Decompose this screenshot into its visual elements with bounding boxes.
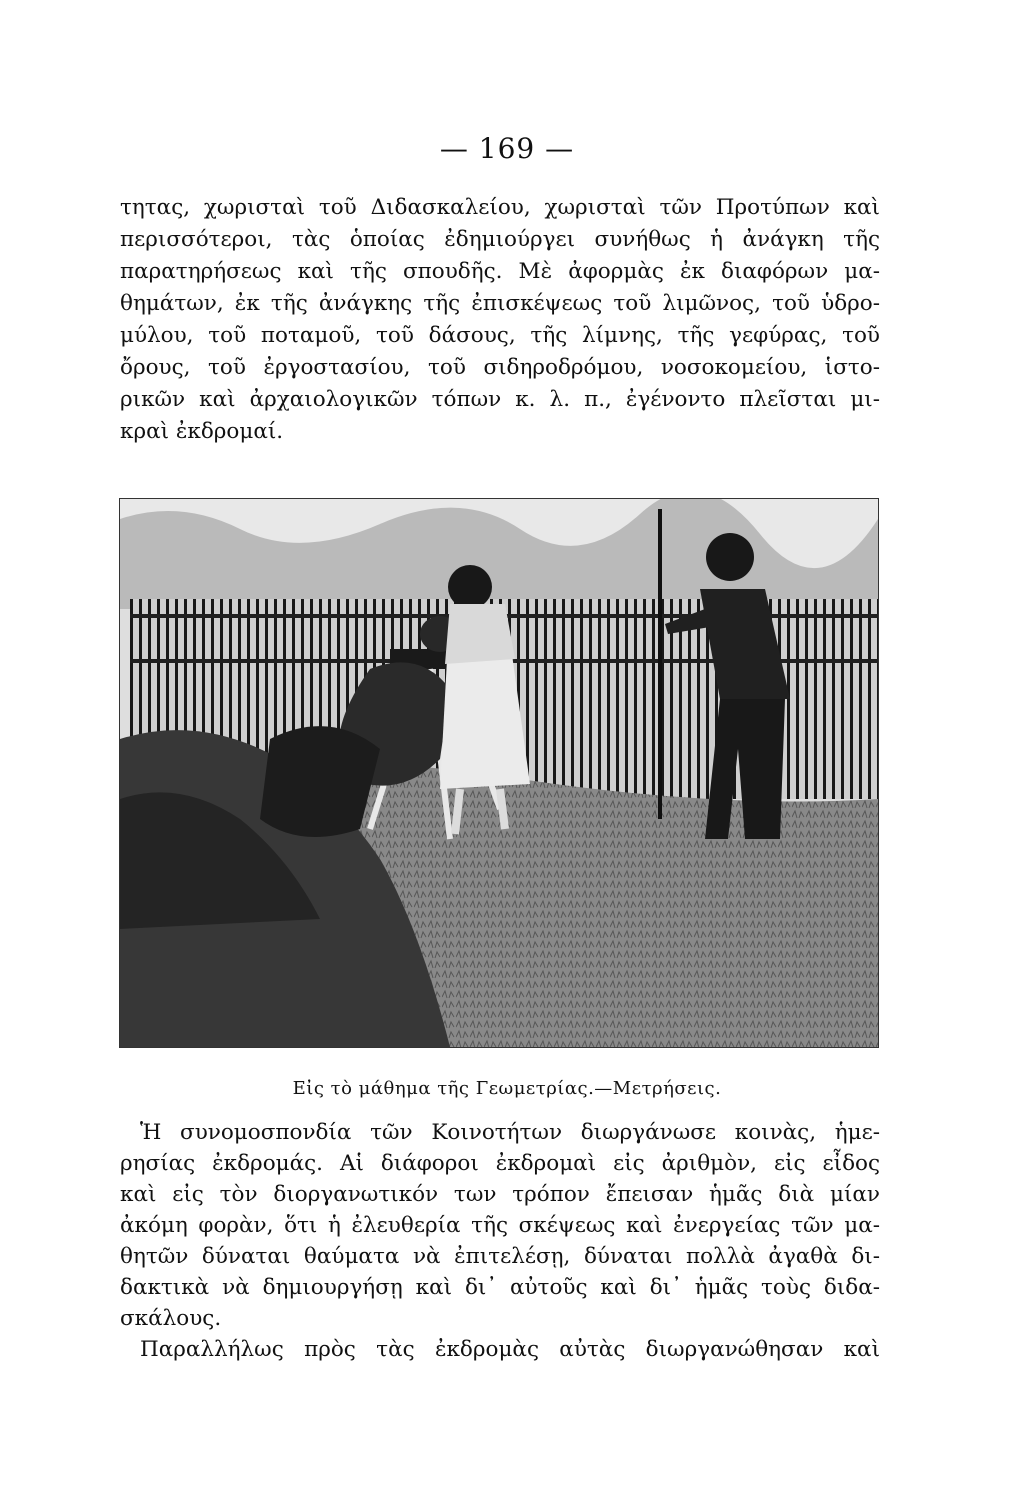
paragraph-bottom (120, 1117, 880, 1365)
page-number: — 169 — (439, 132, 575, 165)
text-line: ὄρους, τοῦ ἐργοστασίου, τοῦ σιδηροδρόμου, νοσοκομείου, ἱστο- (120, 355, 880, 380)
text-line: τητας, χωρισταὶ τοῦ Διδασκαλείου, χωρισταὶ τῶν Προτύπων καὶ (120, 195, 880, 220)
text-line: περισσότεροι, τὰς ὁποίας ἐδημιούργει συνήθως ἡ ἀνάγκη τῆς (120, 227, 880, 252)
text-line: μύλου, τοῦ ποταμοῦ, τοῦ δάσους, τῆς λίμνης, τῆς γεφύρας, τοῦ (120, 323, 880, 348)
text-line: ρησίας ἐκδρομάς. Αἱ διάφοροι ἐκδρομαὶ εἰς ἀριθμὸν, εἰς εἶδος (120, 1151, 880, 1176)
text-line: παρατηρήσεως καὶ τῆς σπουδῆς. Μὲ ἀφορμὰς ἐκ διαφόρων μα- (120, 259, 880, 284)
figure-caption: Εἰς τὸ μάθημα τῆς Γεωμετρίας.—Μετρήσεις. (292, 1078, 722, 1099)
text-line: Παραλλήλως πρὸς τὰς ἐκδρομὰς αὐτὰς διωργανώθησαν καὶ (140, 1337, 880, 1362)
text-line: θημάτων, ἐκ τῆς ἀνάγκης τῆς ἐπισκέψεως τοῦ λιμῶνος, τοῦ ὑδρο- (120, 291, 880, 316)
text-line: ἀκόμη φορὰν, ὅτι ἡ ἐλευθερία τῆς σκέψεως καὶ ἐνεργείας τῶν μα- (120, 1213, 880, 1238)
text-line: θητῶν δύναται θαύματα νὰ ἐπιτελέσῃ, δύναται πολλὰ ἀγαθὰ δι- (120, 1244, 880, 1269)
text-line: δακτικὰ νὰ δημιουργήσῃ καὶ δι᾽ αὐτοῦς καὶ δι᾽ ἡμᾶς τοὺς διδα- (120, 1275, 880, 1300)
text-line: καὶ εἰς τὸν διοργανωτικόν των τρόπον ἔπεισαν ἡμᾶς διὰ μίαν (120, 1182, 880, 1207)
surveying-students-photo (119, 498, 879, 1048)
text-line: σκάλους. (120, 1306, 222, 1331)
text-line: ρικῶν καὶ ἀρχαιολογικῶν τόπων κ. λ. π., ἐγένοντο πλεῖσται μι- (120, 387, 880, 412)
paragraph-top (120, 192, 880, 448)
text-line: κραὶ ἐκδρομαί. (120, 419, 284, 444)
text-line: Ἡ συνομοσπονδία τῶν Κοινοτήτων διωργάνωσε κοινὰς, ἡμε- (140, 1120, 880, 1145)
